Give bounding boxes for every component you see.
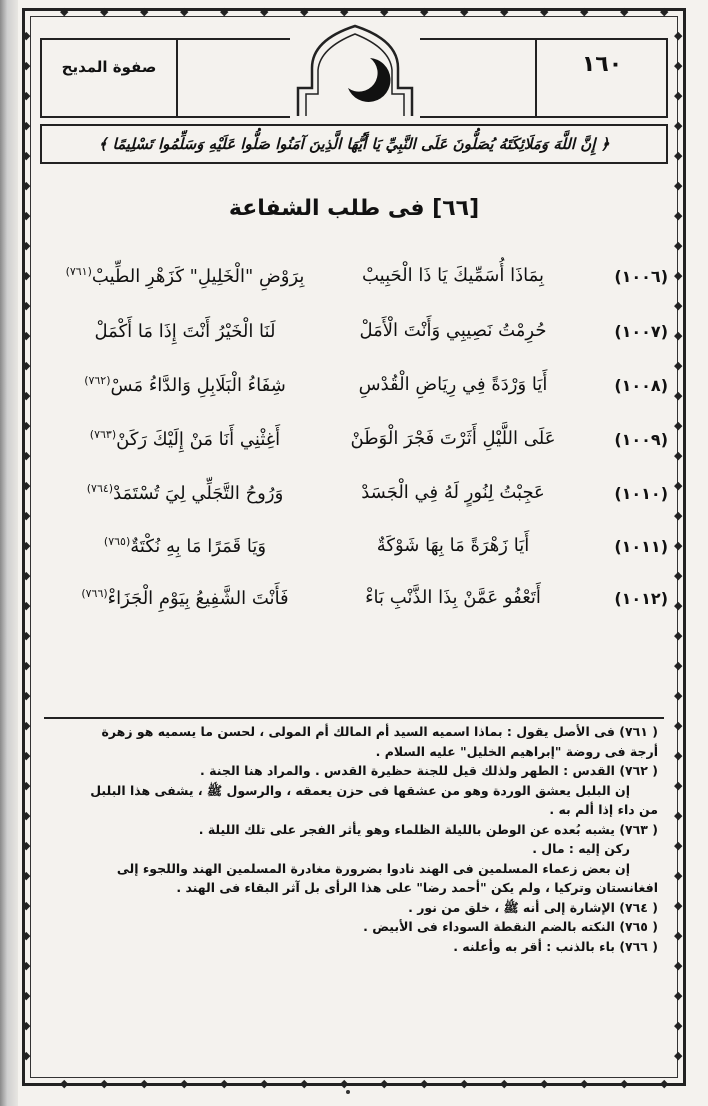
border-ornament-icon: ◆ xyxy=(674,119,683,132)
verse-row xyxy=(40,263,668,297)
border-ornament-icon: ◆ xyxy=(674,689,683,702)
footnote-line: ركن إليه : مال . xyxy=(532,841,630,856)
border-ornament-icon: ◆ xyxy=(22,599,31,612)
verse-row xyxy=(40,426,668,460)
verse-row xyxy=(40,533,668,567)
footnote-line: من داء إذا ألم به . xyxy=(549,802,658,817)
border-ornament-icon: ◆ xyxy=(22,449,31,462)
border-ornament-icon: ◆ xyxy=(580,1077,589,1090)
border-ornament-icon: ◆ xyxy=(674,479,683,492)
verse-number: (١٠٠٦) xyxy=(614,267,668,286)
border-ornament-icon: ◆ xyxy=(674,449,683,462)
verse-second-hemistich: وَيَا قَمَرًا مَا بِهِ نُكْتَةٌ$^{(٧٦٥)}$ xyxy=(103,535,267,557)
border-ornament-icon: ◆ xyxy=(674,839,683,852)
border-ornament-icon: ◆ xyxy=(674,269,683,282)
border-ornament-icon: ◆ xyxy=(674,719,683,732)
border-ornament-icon: ◆ xyxy=(674,929,683,942)
footnote-line: ( ٧٦٢) القدس : الطهر ولذلك قيل للجنة حظيرة القدس . والمراد هنا الجنة . xyxy=(200,763,658,778)
footnote-line: أرجة فى روضة "إبراهيم الخليل" عليه السلام . xyxy=(375,743,658,759)
border-ornament-icon: ◆ xyxy=(22,959,31,972)
border-ornament-icon: ◆ xyxy=(674,179,683,192)
border-ornament-icon: ◆ xyxy=(180,5,189,18)
border-ornament-icon: ◆ xyxy=(22,1019,31,1032)
verse-first-hemistich: عَلَى اللَّيْلِ أَثَرْتَ فَجْرَ الْوَطَنْ xyxy=(350,428,556,449)
border-ornament-icon: ◆ xyxy=(260,1077,269,1090)
footnote-line: إن البلبل يعشق الوردة وهو من عشقها فى حزن يعمقه ، والرسول ﷺ ، يشفى هذا البلبل xyxy=(90,782,630,798)
verse-number: (١٠٠٧) xyxy=(614,322,668,341)
border-ornament-icon: ◆ xyxy=(22,419,31,432)
border-ornament-icon: ◆ xyxy=(674,1019,683,1032)
border-ornament-icon: ◆ xyxy=(22,749,31,762)
footnote-line: ( ٧٦٤) الإشارة إلى أنه ﷺ ، خلق من نور . xyxy=(408,899,658,915)
border-ornament-icon: ◆ xyxy=(460,1077,469,1090)
border-ornament-icon: ◆ xyxy=(22,929,31,942)
verse-second-hemistich: بِرَوْضِ "الْخَلِيلِ" كَزَهْرِ الطِّيبْ$^{(٧٦١)}$ xyxy=(65,265,305,287)
verse-first-hemistich: أَتَعْفُو عَمَّنْ بِذَا الذَّنْبِ بَاءْ xyxy=(365,587,541,608)
border-ornament-icon: ◆ xyxy=(22,839,31,852)
border-ornament-icon: ◆ xyxy=(674,299,683,312)
header-divider-right xyxy=(535,38,537,118)
section-title: صفوة المديح xyxy=(61,58,157,76)
border-ornament-icon: ◆ xyxy=(22,299,31,312)
border-ornament-icon: ◆ xyxy=(674,389,683,402)
header-divider-left xyxy=(176,38,178,118)
border-ornament-icon: ◆ xyxy=(540,1077,549,1090)
border-ornament-icon: ◆ xyxy=(22,719,31,732)
border-ornament-icon: ◆ xyxy=(140,5,149,18)
border-ornament-icon: ◆ xyxy=(620,1077,629,1090)
border-ornament-icon: ◆ xyxy=(674,509,683,522)
verse-first-hemistich: عَجِبْتُ لِنُورٍ لَهُ فِي الْجَسَدْ xyxy=(361,482,545,503)
border-ornament-icon: ◆ xyxy=(300,1077,309,1090)
footnote-ref: (٧٦٦) xyxy=(81,587,108,600)
border-ornament-icon: ◆ xyxy=(674,149,683,162)
border-ornament-icon: ◆ xyxy=(674,629,683,642)
verse-second-hemistich: وَرُوحُ التَّجَلِّي لِيَ تُسْتَمَدْ$^{(٧٦٤)}$ xyxy=(86,482,284,504)
border-ornament-icon: ◆ xyxy=(674,209,683,222)
border-ornament-icon: ◆ xyxy=(22,989,31,1002)
border-ornament-icon: ◆ xyxy=(580,5,589,18)
border-ornament-icon: ◆ xyxy=(22,539,31,552)
verse-number: (١٠١١) xyxy=(614,537,668,556)
border-ornament-icon: ◆ xyxy=(22,119,31,132)
border-ornament-icon: ◆ xyxy=(620,5,629,18)
border-ornament-icon: ◆ xyxy=(22,659,31,672)
border-ornament-icon: ◆ xyxy=(674,419,683,432)
footnote-line: إن بعض زعماء المسلمين فى الهند نادوا بضرورة مغادرة المسلمين الهند واللجوء إلى xyxy=(116,860,630,876)
page-number: ١٦٠ xyxy=(581,52,623,77)
border-ornament-icon: ◆ xyxy=(420,1077,429,1090)
verse-number: (١٠٠٨) xyxy=(614,376,668,395)
verse-second-hemistich: أَغِثْنِي أَنَا مَنْ إِلَيْكَ رَكَنْ$^{(٧٦٣)}$ xyxy=(89,428,281,450)
border-ornament-icon: ◆ xyxy=(380,5,389,18)
verse-row xyxy=(40,318,668,352)
border-ornament-icon: ◆ xyxy=(140,1077,149,1090)
footnote-separator xyxy=(44,717,664,719)
border-ornament-icon: ◆ xyxy=(674,569,683,582)
border-ornament-icon: ◆ xyxy=(60,1077,69,1090)
verse-row xyxy=(40,372,668,406)
crescent-arch-ornament xyxy=(290,18,420,118)
border-ornament-icon: ◆ xyxy=(674,329,683,342)
border-ornament-icon: ◆ xyxy=(22,569,31,582)
footnote-ref: (٧٦٤) xyxy=(86,482,114,495)
border-ornament-icon: ◆ xyxy=(674,749,683,762)
border-ornament-icon: ◆ xyxy=(220,1077,229,1090)
poem-heading: [٦٦] فى طلب الشفاعة xyxy=(228,196,480,221)
border-ornament-icon: ◆ xyxy=(674,989,683,1002)
border-ornament-icon: ◆ xyxy=(380,1077,389,1090)
verse-second-hemistich: شِفَاءُ الْبَلَابِلِ وَالدَّاءُ مَسْ$^{(٧٦٢)}$ xyxy=(84,374,286,396)
border-ornament-icon: ◆ xyxy=(22,269,31,282)
footnote-ref: (٧٦٥) xyxy=(103,535,131,548)
footnote-line: ( ٧٦٦) باء بالذنب : أقر به وأعلنه . xyxy=(453,938,658,954)
border-ornament-icon: ◆ xyxy=(674,29,683,42)
border-ornament-icon: ◆ xyxy=(22,389,31,402)
verse-first-hemistich: أَيَا وَرْدَةً فِي رِيَاضِ الْقُدْسِ xyxy=(358,374,548,395)
border-ornament-icon: ◆ xyxy=(22,689,31,702)
verse-row xyxy=(40,480,668,514)
border-ornament-icon: ◆ xyxy=(22,179,31,192)
border-ornament-icon: ◆ xyxy=(22,629,31,642)
border-ornament-icon: ◆ xyxy=(100,5,109,18)
border-ornament-icon: ◆ xyxy=(22,1049,31,1062)
border-ornament-icon: ◆ xyxy=(180,1077,189,1090)
border-ornament-icon: ◆ xyxy=(674,59,683,72)
footnote-line: ( ٧٦١) فى الأصل يقول : بماذا اسميه السيد أم المالك أم المولى ، لحسن ما يسميه هو زهرة xyxy=(101,724,658,739)
border-ornament-icon: ◆ xyxy=(674,779,683,792)
border-ornament-icon: ◆ xyxy=(100,1077,109,1090)
border-ornament-icon: ◆ xyxy=(674,359,683,372)
border-ornament-icon: ◆ xyxy=(674,659,683,672)
verse-number: (١٠٠٩) xyxy=(614,430,668,449)
verse-number: (١٠١٢) xyxy=(614,589,668,608)
border-ornament-icon: ◆ xyxy=(260,5,269,18)
border-ornament-icon: ◆ xyxy=(340,1077,349,1090)
border-ornament-icon: ◆ xyxy=(22,209,31,222)
border-ornament-icon: ◆ xyxy=(22,29,31,42)
border-ornament-icon: ◆ xyxy=(22,809,31,822)
border-ornament-icon: ◆ xyxy=(22,899,31,912)
verse-second-hemistich: فَأَنْتَ الشَّفِيعُ بِيَوْمِ الْجَزَاءْ$^{(٧٦٦)}$ xyxy=(81,587,289,609)
border-ornament-icon: ◆ xyxy=(22,239,31,252)
border-ornament-icon: ◆ xyxy=(22,359,31,372)
border-ornament-icon: ◆ xyxy=(674,89,683,102)
border-ornament-icon: ◆ xyxy=(420,5,429,18)
border-ornament-icon: ◆ xyxy=(22,779,31,792)
border-ornament-icon: ◆ xyxy=(22,89,31,102)
border-ornament-icon: ◆ xyxy=(660,5,669,18)
footnotes xyxy=(46,722,658,956)
verse-second-hemistich: لَنَا الْخَيْرُ أَنْتَ إِذَا مَا أَكْمَلْ xyxy=(94,321,276,342)
border-ornament-icon: ◆ xyxy=(674,539,683,552)
footnote-ref: (٧٦٣) xyxy=(89,428,117,441)
border-ornament-icon: ◆ xyxy=(674,869,683,882)
border-ornament-icon: ◆ xyxy=(500,5,509,18)
border-ornament-icon: ◆ xyxy=(22,479,31,492)
border-ornament-icon: ◆ xyxy=(60,5,69,18)
border-ornament-icon: ◆ xyxy=(674,239,683,252)
verse-first-hemistich: حُرِمْتُ نَصِيبِي وَأَنْتَ الْأَمَلْ xyxy=(359,320,547,341)
border-ornament-icon: ◆ xyxy=(220,5,229,18)
border-ornament-icon: ◆ xyxy=(460,5,469,18)
border-ornament-icon: ◆ xyxy=(660,1077,669,1090)
border-ornament-icon: ◆ xyxy=(500,1077,509,1090)
verse-first-hemistich: بِمَاذَا أُسَمِّيكَ يَا ذَا الْحَبِيبْ xyxy=(361,265,545,286)
border-ornament-icon: ◆ xyxy=(340,5,349,18)
border-ornament-icon: ◆ xyxy=(300,5,309,18)
border-ornament-icon: ◆ xyxy=(674,1049,683,1062)
border-ornament-icon: ◆ xyxy=(674,599,683,612)
border-ornament-icon: ◆ xyxy=(22,509,31,522)
verse-first-hemistich: أَيَا زَهْرَةً مَا بِهَا شَوْكَةٌ xyxy=(376,535,530,556)
book-spine-shadow xyxy=(0,0,18,1106)
page-mark xyxy=(346,1090,350,1094)
footnote-ref: (٧٦١) xyxy=(65,265,92,278)
border-ornament-icon: ◆ xyxy=(674,809,683,822)
border-ornament-icon: ◆ xyxy=(22,149,31,162)
quran-verse-band: ﴿ إِنَّ اللَّهَ وَمَلَائِكَتَهُ يُصَلُّونَ عَلَى النَّبِيِّ يَا أَيُّهَا الَّذِينَ آمَنُوا صَلُّوا عَلَيْهِ وَسَلِّمُوا تَسْلِيمًا ﴾ xyxy=(40,124,668,164)
border-ornament-icon: ◆ xyxy=(22,59,31,72)
footnote-ref: (٧٦٢) xyxy=(84,374,111,387)
verse-row xyxy=(40,585,668,619)
footnote-line: ( ٧٦٣) يشبه بُعده عن الوطن بالليلة الظلماء وهو يأثر الفجر على تلك الليلة . xyxy=(198,821,658,837)
footnote-line: افغانستان وتركيا ، ولم يكن "أحمد رضا" على هذا الرأى بل آثر البقاء فى الهند . xyxy=(176,880,658,895)
footnote-line: ( ٧٦٥) النكته بالضم النقطة السوداء فى الأبيض . xyxy=(363,919,658,934)
verse-number: (١٠١٠) xyxy=(614,484,668,503)
border-ornament-icon: ◆ xyxy=(540,5,549,18)
border-ornament-icon: ◆ xyxy=(22,329,31,342)
border-ornament-icon: ◆ xyxy=(674,959,683,972)
border-ornament-icon: ◆ xyxy=(674,899,683,912)
border-ornament-icon: ◆ xyxy=(22,869,31,882)
